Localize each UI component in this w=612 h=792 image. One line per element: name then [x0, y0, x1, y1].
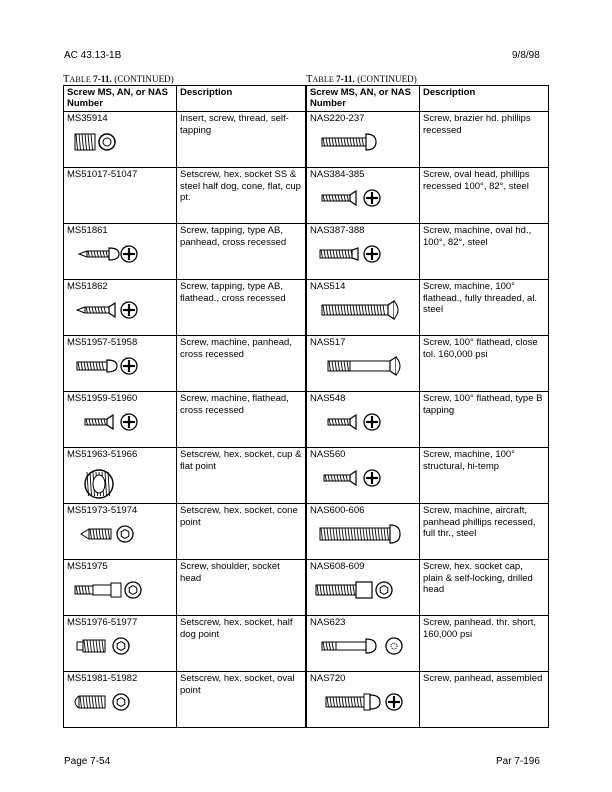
oval-point-setscrew-icon — [67, 688, 173, 728]
part-number-cell — [307, 168, 420, 224]
right-screw-table — [306, 85, 549, 728]
part-number-cell — [307, 224, 420, 280]
table-row — [64, 112, 306, 168]
description-cell: Setscrew, hex. socket, cone point — [177, 504, 306, 560]
part-number-cell — [307, 560, 420, 616]
description-cell: Screw, machine, panhead, cross recessed — [177, 336, 306, 392]
tapping-flathead-screw-icon — [67, 296, 173, 336]
table-row — [64, 392, 306, 448]
description-cell: Screw, 100° flathead, type B tapping — [420, 392, 549, 448]
part-number: MS51963-51966 — [67, 449, 138, 460]
part-number-cell — [64, 504, 177, 560]
thread-insert-icon — [67, 128, 173, 168]
left-screw-table — [63, 85, 306, 728]
table-row — [307, 672, 549, 728]
part-number-cell — [307, 448, 420, 504]
table-row — [307, 616, 549, 672]
description-cell: Screw, shoulder, socket head — [177, 560, 306, 616]
table-row — [64, 224, 306, 280]
part-number-cell — [307, 616, 420, 672]
flathead-full-thread-screw-icon — [310, 296, 416, 336]
tapping-screw-icon — [67, 240, 173, 280]
part-number: NAS560 — [310, 449, 346, 460]
description-cell: Screw, tapping, type AB, panhead, cross recessed — [177, 224, 306, 280]
column-header-description: Description — [420, 86, 549, 112]
oval-machine-screw-icon — [310, 240, 416, 280]
aircraft-panhead-screw-icon — [310, 520, 416, 560]
table-row — [307, 560, 549, 616]
description-cell: Screw, machine, 100° structural, hi-temp — [420, 448, 549, 504]
part-number-cell — [64, 392, 177, 448]
close-tolerance-screw-icon — [310, 352, 416, 392]
cone-point-setscrew-icon — [67, 520, 173, 560]
table-row — [64, 672, 306, 728]
table-row — [64, 168, 306, 224]
assembled-panhead-icon — [310, 688, 416, 728]
part-number: MS51976-51977 — [67, 617, 138, 628]
shoulder-screw-icon — [67, 576, 173, 616]
part-number-cell — [64, 336, 177, 392]
part-number: MS51861 — [67, 225, 108, 236]
part-number-cell — [64, 224, 177, 280]
part-number: MS51959-51960 — [67, 393, 138, 404]
table-row — [64, 280, 306, 336]
half-dog-setscrew-icon — [67, 632, 173, 672]
table-row — [64, 616, 306, 672]
machine-screw-icon — [67, 352, 173, 392]
part-number: MS35914 — [67, 113, 108, 124]
part-number: MS51957-51958 — [67, 337, 138, 348]
table-row — [307, 504, 549, 560]
description-cell: Setscrew, hex. socket SS & steel half dog, cone, flat, cup pt. — [177, 168, 306, 224]
description-cell: Setscrew, hex. socket, cup & flat point — [177, 448, 306, 504]
table-row — [64, 448, 306, 504]
part-number: NAS387-388 — [310, 225, 365, 236]
description-cell: Screw, panhead, assembled — [420, 672, 549, 728]
part-number-cell — [307, 392, 420, 448]
part-number: MS51862 — [67, 281, 108, 292]
left-table-block — [63, 73, 305, 728]
description-cell: Screw, machine, flathead, cross recessed — [177, 392, 306, 448]
part-number: NAS548 — [310, 393, 346, 404]
machine-flathead-screw-icon — [67, 408, 173, 448]
left-table-caption: TABLE 7-11. (CONTINUED) — [63, 74, 174, 85]
column-header-number: Screw MS, AN, or NAS Number — [307, 86, 420, 112]
part-number-cell — [64, 616, 177, 672]
part-number-cell — [307, 336, 420, 392]
table-row — [307, 168, 549, 224]
part-number: MS51973-51974 — [67, 505, 138, 516]
table-row — [64, 336, 306, 392]
document-id: AC 43.13-1B — [64, 50, 122, 61]
part-number: NAS517 — [310, 337, 346, 348]
structural-screw-icon — [310, 464, 416, 504]
description-cell: Screw, oval head, phillips recessed 100°, 82°, steel — [420, 168, 549, 224]
table-row — [307, 112, 549, 168]
description-cell: Screw, hex. socket cap, plain & self-locking, drilled head — [420, 560, 549, 616]
part-number-cell — [64, 112, 177, 168]
part-number: MS51975 — [67, 561, 108, 572]
part-number: NAS514 — [310, 281, 346, 292]
socket-cap-screw-icon — [310, 576, 416, 616]
part-number: NAS220-237 — [310, 113, 365, 124]
part-number-cell — [307, 112, 420, 168]
oval-head-screw-icon — [310, 184, 416, 224]
column-header-description: Description — [177, 86, 306, 112]
part-number-cell — [64, 168, 177, 224]
part-number: NAS600-606 — [310, 505, 365, 516]
description-cell: Screw, machine, 100° flathead., fully threaded, al. steel — [420, 280, 549, 336]
table-row — [307, 224, 549, 280]
description-cell: Screw, machine, oval hd., 100°, 82°, steel — [420, 224, 549, 280]
part-number: NAS720 — [310, 673, 346, 684]
part-number: NAS384-385 — [310, 169, 365, 180]
part-number-cell — [307, 504, 420, 560]
part-number-cell — [307, 672, 420, 728]
paragraph-ref: Par 7-196 — [496, 756, 540, 767]
table-row — [307, 448, 549, 504]
description-cell: Setscrew, hex. socket, oval point — [177, 672, 306, 728]
column-header-number: Screw MS, AN, or NAS Number — [64, 86, 177, 112]
part-number-cell — [64, 280, 177, 336]
part-number-cell — [64, 448, 177, 504]
part-number: MS51017-51047 — [67, 169, 138, 180]
description-cell: Setscrew, hex. socket, half dog point — [177, 616, 306, 672]
part-number-cell — [64, 672, 177, 728]
part-number-cell — [64, 560, 177, 616]
document-date: 9/8/98 — [512, 50, 540, 61]
table-row — [64, 504, 306, 560]
description-cell: Screw, panhead. thr. short, 160,000 psi — [420, 616, 549, 672]
part-number: NAS623 — [310, 617, 346, 628]
brazier-screw-icon — [310, 128, 416, 168]
part-number: NAS608-609 — [310, 561, 365, 572]
table-row — [307, 336, 549, 392]
part-number: MS51981-51982 — [67, 673, 138, 684]
part-number-cell — [307, 280, 420, 336]
description-cell: Insert, screw, thread, self-tapping — [177, 112, 306, 168]
page-number: Page 7-54 — [64, 756, 111, 767]
right-table-caption: TABLE 7-11. (CONTINUED) — [306, 74, 417, 85]
description-cell: Screw, brazier hd. phillips recessed — [420, 112, 549, 168]
right-table-block — [306, 73, 548, 728]
description-cell: Screw, tapping, type AB, flathead., cross recessed — [177, 280, 306, 336]
table-row — [307, 392, 549, 448]
short-thread-panhead-icon — [310, 632, 416, 672]
table-row — [64, 560, 306, 616]
cup-point-setscrew-icon — [67, 464, 173, 504]
description-cell: Screw, machine, aircraft, panhead phillips recessed, full thr., steel — [420, 504, 549, 560]
table-row — [307, 280, 549, 336]
type-b-tapping-screw-icon — [310, 408, 416, 448]
description-cell: Screw, 100° flathead, close tol. 160,000 psi — [420, 336, 549, 392]
